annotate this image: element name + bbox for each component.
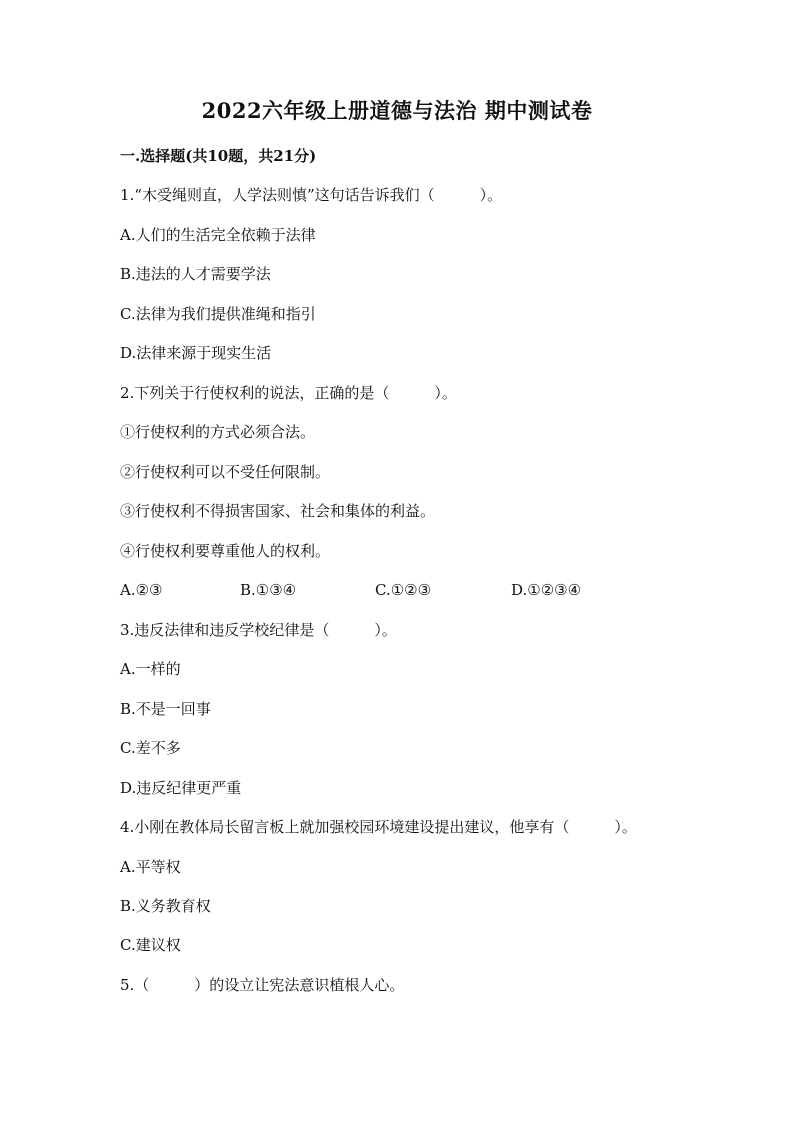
question-4-option-c: C.建议权 (120, 936, 181, 954)
question-1-option-d: D.法律来源于现实生活 (120, 344, 272, 362)
question-3-option-d: D.违反纪律更严重 (120, 779, 242, 797)
question-5-stem: 5.（ ）的设立让宪法意识植根人心。 (120, 976, 405, 994)
question-2-statement-2: ②行使权利可以不受任何限制。 (120, 463, 331, 481)
question-2-statement-1: ①行使权利的方式必须合法。 (120, 423, 316, 441)
question-1-stem: 1.“木受绳则直，人学法则慎”这句话告诉我们（ ）。 (120, 186, 503, 204)
question-2-option-d: D.①②③④ (511, 581, 582, 599)
question-3-option-c: C.差不多 (120, 739, 181, 757)
question-2-option-a: A.②③ (120, 581, 163, 599)
page-title: 2022六年级上册道德与法治 期中测试卷 (201, 98, 593, 123)
question-1-option-a: A.人们的生活完全依赖于法律 (120, 226, 316, 244)
question-1-option-b: B.违法的人才需要学法 (120, 265, 271, 283)
question-3-option-b: B.不是一回事 (120, 700, 211, 718)
question-4-option-a: A.平等权 (120, 858, 181, 876)
question-4-stem: 4.小刚在教体局长留言板上就加强校园环境建设提出建议，他享有（ ）。 (120, 818, 637, 836)
question-2-option-b: B.①③④ (240, 581, 297, 599)
question-2-option-c: C.①②③ (375, 581, 432, 599)
question-3-option-a: A.一样的 (120, 660, 181, 678)
question-2-options-row (120, 579, 680, 601)
question-2-statement-3: ③行使权利不得损害国家、社会和集体的利益。 (120, 502, 436, 520)
question-4-option-b: B.义务教育权 (120, 897, 211, 915)
section-heading: 一.选择题(共10题，共21分) (120, 147, 317, 165)
question-2-stem: 2.下列关于行使权利的说法，正确的是（ ）。 (120, 384, 457, 402)
question-2-statement-4: ④行使权利要尊重他人的权利。 (120, 542, 331, 560)
question-1-option-c: C.法律为我们提供准绳和指引 (120, 305, 316, 323)
question-3-stem: 3.违反法律和违反学校纪律是（ ）。 (120, 621, 397, 639)
